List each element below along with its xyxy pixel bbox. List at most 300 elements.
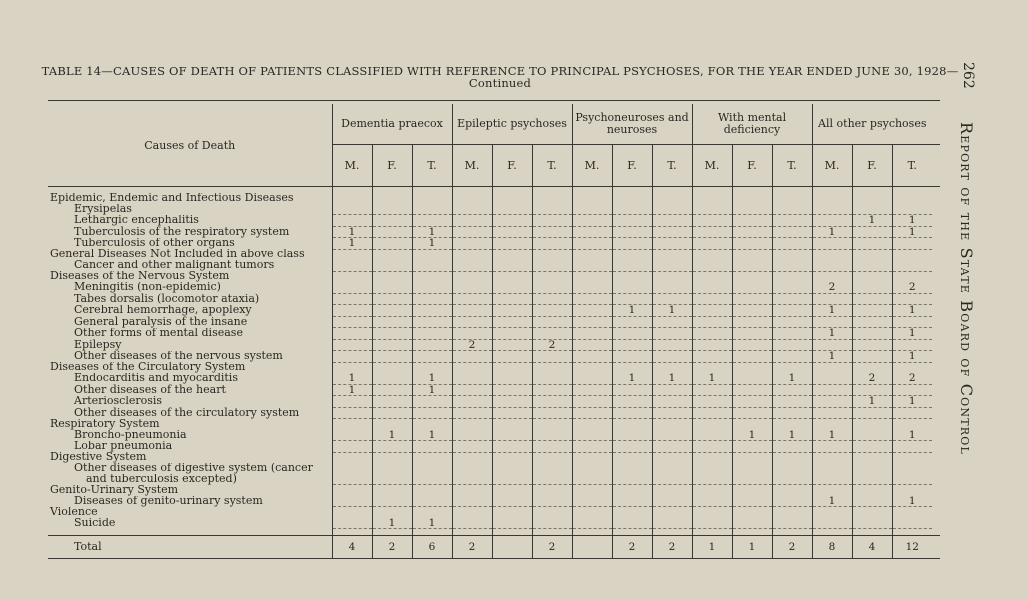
subheader-t: T. <box>652 145 692 187</box>
count-cell <box>452 407 492 419</box>
cause-label: Other diseases of digestive system (cancer <box>74 463 313 474</box>
total-cell: 4 <box>852 536 892 559</box>
count-cell <box>892 316 932 328</box>
total-cell: 2 <box>652 536 692 559</box>
count-cell <box>732 384 772 396</box>
count-cell <box>532 316 572 328</box>
count-cell <box>332 305 372 317</box>
count-cell <box>532 238 572 250</box>
count-cell <box>652 452 692 463</box>
table-row <box>48 204 940 215</box>
count-cell <box>812 373 852 384</box>
count-cell <box>772 518 812 529</box>
count-cell <box>572 293 612 305</box>
total-cell: 8 <box>812 536 852 559</box>
count-cell <box>572 226 612 238</box>
count-cell <box>652 419 692 430</box>
count-cell <box>532 485 572 496</box>
count-cell <box>652 474 692 485</box>
page-title: TABLE 14—CAUSES OF DEATH OF PATIENTS CLASSIFIED WITH REFERENCE TO PRINCIPAL PSYCHOSES, FOR THE YEAR ENDED JUNE 30, 1928—Continued <box>41 64 959 90</box>
count-cell <box>532 419 572 430</box>
table-row <box>48 518 940 529</box>
count-cell <box>452 193 492 204</box>
count-cell <box>452 518 492 529</box>
cause-label: Suicide <box>74 517 116 529</box>
subheader-f: F. <box>852 145 892 187</box>
count-cell <box>892 204 932 215</box>
count-cell <box>372 339 412 351</box>
count-cell <box>452 485 492 496</box>
count-cell <box>732 238 772 250</box>
count-cell <box>572 193 612 204</box>
count-cell: 1 <box>892 226 932 238</box>
total-cell: 4 <box>332 536 372 559</box>
count-cell <box>692 204 732 215</box>
count-cell <box>532 351 572 363</box>
count-cell <box>532 507 572 518</box>
count-cell <box>572 441 612 453</box>
count-cell <box>852 271 892 282</box>
count-cell <box>492 507 532 518</box>
count-cell <box>892 419 932 430</box>
subheader-m: M. <box>452 145 492 187</box>
count-cell <box>852 249 892 260</box>
count-cell <box>732 328 772 340</box>
count-cell <box>452 226 492 238</box>
count-cell <box>772 485 812 496</box>
count-cell <box>812 384 852 396</box>
cause-label: Lobar pneumonia <box>74 440 173 452</box>
table-row <box>48 373 940 384</box>
cause-label: Endocarditis and myocarditis <box>74 373 238 384</box>
table-row <box>48 441 940 453</box>
cause-label: Digestive System <box>50 452 147 463</box>
count-cell <box>732 226 772 238</box>
count-cell <box>732 407 772 419</box>
count-cell <box>572 238 612 250</box>
count-cell <box>332 293 372 305</box>
table-row <box>48 396 940 408</box>
count-cell <box>532 328 572 340</box>
count-cell <box>412 396 452 408</box>
count-cell <box>732 282 772 293</box>
count-cell <box>772 293 812 305</box>
group-header-all-other: All other psychoses <box>812 104 932 145</box>
count-cell <box>892 518 932 529</box>
count-cell <box>572 351 612 363</box>
count-cell <box>492 463 532 474</box>
count-cell: 1 <box>852 396 892 408</box>
table-row <box>48 384 940 396</box>
count-cell <box>532 463 572 474</box>
count-cell <box>372 238 412 250</box>
cause-label: Broncho-pneumonia <box>74 429 187 441</box>
count-cell <box>612 496 652 507</box>
count-cell <box>452 260 492 271</box>
count-cell <box>492 305 532 317</box>
count-cell <box>692 249 732 260</box>
count-cell <box>572 396 612 408</box>
count-cell <box>892 485 932 496</box>
count-cell <box>812 293 852 305</box>
count-cell <box>572 282 612 293</box>
count-cell: 1 <box>812 226 852 238</box>
total-label: Total <box>48 536 332 559</box>
count-cell <box>492 485 532 496</box>
count-cell <box>532 496 572 507</box>
count-cell <box>652 496 692 507</box>
count-cell <box>492 328 532 340</box>
total-row <box>48 536 940 559</box>
count-cell <box>772 271 812 282</box>
count-cell <box>772 249 812 260</box>
count-cell <box>532 260 572 271</box>
count-cell <box>852 463 892 474</box>
count-cell <box>892 249 932 260</box>
count-cell <box>332 474 372 485</box>
count-cell <box>692 293 732 305</box>
count-cell <box>852 419 892 430</box>
count-cell <box>532 373 572 384</box>
count-cell <box>612 316 652 328</box>
count-cell <box>772 496 812 507</box>
table-row <box>48 351 940 363</box>
count-cell <box>812 316 852 328</box>
count-cell <box>412 463 452 474</box>
count-cell <box>332 518 372 529</box>
count-cell <box>412 441 452 453</box>
count-cell <box>772 507 812 518</box>
count-cell <box>812 507 852 518</box>
group-header-dementia-praecox: Dementia praecox <box>332 104 452 145</box>
count-cell: 1 <box>812 351 852 363</box>
count-cell <box>732 271 772 282</box>
cause-label: Tabes dorsalis (locomotor ataxia) <box>74 293 260 305</box>
count-cell <box>532 430 572 441</box>
count-cell <box>452 474 492 485</box>
count-cell <box>532 293 572 305</box>
count-cell <box>372 507 412 518</box>
count-cell <box>692 452 732 463</box>
count-cell <box>332 328 372 340</box>
count-cell <box>812 419 852 430</box>
section-heading-row <box>48 193 940 204</box>
count-cell: 1 <box>772 373 812 384</box>
count-cell <box>372 351 412 363</box>
count-cell <box>572 215 612 227</box>
count-cell <box>492 419 532 430</box>
count-cell <box>812 339 852 351</box>
count-cell <box>692 193 732 204</box>
count-cell: 1 <box>412 430 452 441</box>
count-cell: 1 <box>412 384 452 396</box>
count-cell <box>412 452 452 463</box>
count-cell <box>652 518 692 529</box>
count-cell: 1 <box>412 238 452 250</box>
count-cell <box>652 441 692 453</box>
count-cell <box>492 474 532 485</box>
count-cell <box>452 215 492 227</box>
count-cell <box>492 260 532 271</box>
subheader-t: T. <box>772 145 812 187</box>
count-cell <box>412 474 452 485</box>
section-heading-row <box>48 362 940 373</box>
count-cell <box>812 452 852 463</box>
count-cell: 1 <box>732 430 772 441</box>
group-header-psychoneuroses: Psychoneuroses and neuroses <box>572 104 692 145</box>
count-cell <box>852 474 892 485</box>
count-cell <box>692 271 732 282</box>
count-cell <box>412 339 452 351</box>
count-cell <box>732 419 772 430</box>
count-cell: 2 <box>852 373 892 384</box>
count-cell <box>332 507 372 518</box>
section-heading-row <box>48 507 940 518</box>
count-cell: 1 <box>332 373 372 384</box>
count-cell <box>652 226 692 238</box>
count-cell <box>332 407 372 419</box>
count-cell <box>812 474 852 485</box>
count-cell: 1 <box>612 305 652 317</box>
count-cell <box>452 293 492 305</box>
count-cell <box>332 215 372 227</box>
count-cell <box>332 463 372 474</box>
count-cell <box>452 396 492 408</box>
count-cell: 1 <box>812 305 852 317</box>
count-cell <box>772 452 812 463</box>
count-cell <box>612 339 652 351</box>
count-cell <box>452 373 492 384</box>
table-row <box>48 430 940 441</box>
count-cell <box>772 238 812 250</box>
count-cell <box>492 193 532 204</box>
count-cell <box>372 316 412 328</box>
count-cell <box>412 316 452 328</box>
table-row <box>48 328 940 340</box>
count-cell <box>652 430 692 441</box>
count-cell <box>812 362 852 373</box>
cause-label: Other diseases of the heart <box>74 384 226 396</box>
cause-label: General Diseases Not Included in above class <box>50 249 305 260</box>
count-cell <box>772 441 812 453</box>
count-cell <box>332 339 372 351</box>
count-cell <box>732 362 772 373</box>
count-cell <box>612 507 652 518</box>
count-cell <box>892 260 932 271</box>
count-cell <box>732 518 772 529</box>
count-cell <box>692 305 732 317</box>
count-cell <box>892 507 932 518</box>
total-cell: 2 <box>452 536 492 559</box>
count-cell: 1 <box>692 373 732 384</box>
count-cell <box>332 351 372 363</box>
count-cell <box>772 384 812 396</box>
count-cell <box>572 260 612 271</box>
count-cell <box>532 193 572 204</box>
table-row <box>48 238 940 250</box>
count-cell <box>612 260 652 271</box>
cause-label: Epidemic, Endemic and Infectious Diseases <box>50 193 294 204</box>
count-cell: 1 <box>812 496 852 507</box>
subheader-m: M. <box>332 145 372 187</box>
count-cell <box>852 351 892 363</box>
count-cell <box>572 316 612 328</box>
table-row <box>48 215 940 227</box>
count-cell <box>332 496 372 507</box>
count-cell <box>412 407 452 419</box>
count-cell <box>372 407 412 419</box>
count-cell <box>852 316 892 328</box>
count-cell <box>652 485 692 496</box>
count-cell: 2 <box>812 282 852 293</box>
total-cell <box>492 536 532 559</box>
count-cell <box>412 351 452 363</box>
count-cell <box>372 452 412 463</box>
count-cell <box>572 328 612 340</box>
count-cell <box>652 328 692 340</box>
count-cell <box>372 260 412 271</box>
causes-table-wrapper <box>48 104 940 559</box>
cause-label: Violence <box>50 506 98 518</box>
count-cell <box>612 238 652 250</box>
count-cell <box>772 396 812 408</box>
count-cell <box>412 305 452 317</box>
count-cell <box>572 485 612 496</box>
count-cell: 1 <box>372 430 412 441</box>
count-cell <box>492 226 532 238</box>
count-cell <box>612 485 652 496</box>
count-cell <box>692 518 732 529</box>
count-cell: 2 <box>892 282 932 293</box>
count-cell <box>652 384 692 396</box>
count-cell <box>452 282 492 293</box>
count-cell <box>772 474 812 485</box>
cause-label: Lethargic encephalitis <box>74 214 199 226</box>
count-cell <box>652 204 692 215</box>
count-cell <box>572 249 612 260</box>
count-cell <box>572 204 612 215</box>
section-heading-row <box>48 249 940 260</box>
section-heading-row <box>48 271 940 282</box>
cause-label: Meningitis (non-epidemic) <box>74 282 221 293</box>
cause-label: and tuberculosis excepted) <box>86 473 237 485</box>
count-cell <box>852 328 892 340</box>
count-cell <box>412 193 452 204</box>
count-cell <box>852 226 892 238</box>
count-cell <box>372 396 412 408</box>
count-cell <box>772 328 812 340</box>
count-cell <box>572 507 612 518</box>
count-cell <box>572 271 612 282</box>
count-cell <box>852 384 892 396</box>
count-cell <box>612 204 652 215</box>
count-cell <box>532 396 572 408</box>
cause-label: Epilepsy <box>74 339 122 351</box>
total-cell <box>572 536 612 559</box>
table-row <box>48 339 940 351</box>
count-cell <box>732 396 772 408</box>
count-cell <box>452 496 492 507</box>
table-row <box>48 496 940 507</box>
count-cell <box>612 293 652 305</box>
count-cell: 1 <box>892 351 932 363</box>
count-cell <box>532 204 572 215</box>
count-cell <box>492 215 532 227</box>
count-cell <box>852 238 892 250</box>
count-cell: 1 <box>332 238 372 250</box>
count-cell <box>532 407 572 419</box>
total-cell: 1 <box>732 536 772 559</box>
count-cell <box>612 226 652 238</box>
count-cell <box>812 396 852 408</box>
count-cell <box>732 305 772 317</box>
cause-label: Other diseases of the circulatory system <box>74 407 300 419</box>
count-cell <box>492 282 532 293</box>
count-cell <box>492 339 532 351</box>
count-cell <box>492 384 532 396</box>
count-cell <box>572 518 612 529</box>
count-cell <box>572 419 612 430</box>
count-cell <box>892 474 932 485</box>
causes-of-death-table <box>48 104 940 559</box>
count-cell <box>732 474 772 485</box>
count-cell <box>572 339 612 351</box>
count-cell <box>772 351 812 363</box>
count-cell <box>332 260 372 271</box>
count-cell <box>412 271 452 282</box>
count-cell <box>532 305 572 317</box>
count-cell <box>372 271 412 282</box>
count-cell <box>812 204 852 215</box>
count-cell <box>452 430 492 441</box>
count-cell <box>732 463 772 474</box>
count-cell <box>612 193 652 204</box>
cause-label: Other forms of mental disease <box>74 327 243 339</box>
total-cell: 2 <box>772 536 812 559</box>
count-cell <box>852 518 892 529</box>
count-cell <box>692 396 732 408</box>
count-cell <box>452 441 492 453</box>
count-cell <box>692 328 732 340</box>
count-cell <box>332 271 372 282</box>
count-cell <box>652 215 692 227</box>
count-cell <box>452 507 492 518</box>
group-header-mental-deficiency: With mental deficiency <box>692 104 812 145</box>
count-cell <box>492 249 532 260</box>
cause-label: Diseases of genito-urinary system <box>74 495 263 507</box>
count-cell <box>332 193 372 204</box>
subheader-f: F. <box>732 145 772 187</box>
count-cell <box>612 452 652 463</box>
count-cell <box>572 362 612 373</box>
count-cell <box>532 362 572 373</box>
count-cell <box>692 351 732 363</box>
count-cell <box>852 193 892 204</box>
count-cell <box>812 441 852 453</box>
table-row <box>48 305 940 317</box>
count-cell <box>612 463 652 474</box>
subheader-f: F. <box>492 145 532 187</box>
count-cell <box>652 407 692 419</box>
count-cell <box>492 238 532 250</box>
running-head: Report of the State Board of Control <box>957 122 976 455</box>
subheader-t: T. <box>892 145 932 187</box>
count-cell <box>652 271 692 282</box>
group-header-epileptic-psychoses: Epileptic psychoses <box>452 104 572 145</box>
count-cell <box>612 518 652 529</box>
count-cell <box>732 293 772 305</box>
count-cell <box>572 305 612 317</box>
